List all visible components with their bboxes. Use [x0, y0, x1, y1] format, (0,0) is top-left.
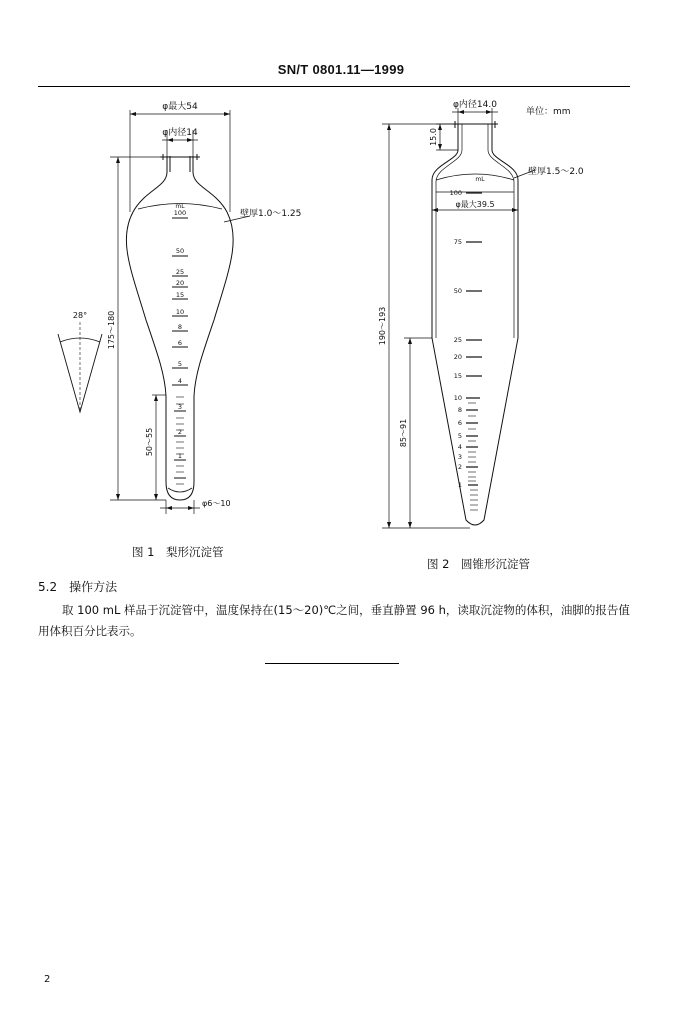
fig1-unit-ml: mL [175, 203, 185, 210]
section-heading: 5.2 操作方法 [38, 580, 118, 594]
scale-label: 5 [457, 432, 462, 440]
scale-label: 8 [457, 406, 462, 414]
fig1-outer-diameter-label: φ最大54 [162, 102, 198, 112]
scale-label: 6 [457, 419, 462, 427]
fig1-wall-thickness-label: 壁厚1.0～1.25 [240, 209, 302, 219]
scale-label: 15 [453, 372, 462, 380]
scale-label: 2 [457, 463, 462, 471]
scale-label: 3 [457, 453, 462, 461]
fig2-unit-label: 单位：mm [526, 107, 571, 117]
scale-label: 20 [453, 353, 462, 361]
fig2-neck-height-label: 15.0 [429, 128, 438, 146]
fig2-wall-thickness-label: 壁厚1.5～2.0 [528, 167, 584, 177]
scale-label: 5 [177, 360, 183, 368]
fig1-stem-height-label: 50～55 [145, 427, 154, 457]
conical-tube-outline [432, 124, 518, 525]
figure-1-caption: 图 1 梨形沉淀管 [132, 545, 224, 559]
fig2-inner-diameter-label: φ内径14.0 [453, 100, 497, 110]
figure-2-caption: 图 2 圆锥形沉淀管 [427, 557, 530, 571]
scale-label: 3 [177, 403, 183, 411]
scale-label: 15 [175, 291, 185, 299]
fig1-total-height-label: 175～180 [107, 310, 116, 350]
fig2-unit-ml: mL [475, 176, 485, 183]
scale-label: 10 [175, 308, 185, 316]
scale-label: 100 [449, 189, 462, 197]
scale-label: 2 [177, 428, 183, 436]
fig2-outer-diameter-label: φ最大39.5 [455, 200, 495, 209]
scale-label: 8 [177, 323, 183, 331]
scale-label: 1 [457, 481, 462, 489]
scale-label: 25 [453, 336, 462, 344]
scale-label: 6 [177, 339, 183, 347]
fig1-inner-diameter-label: φ内径14 [162, 128, 198, 138]
scale-label: 20 [175, 279, 185, 287]
end-rule [265, 663, 399, 664]
page-number: 2 [44, 974, 51, 985]
scale-label: 100 [173, 209, 187, 217]
fig2-cone-height-label: 85～91 [399, 418, 408, 448]
scale-label: 50 [453, 287, 462, 295]
standard-number: SN/T 0801.11—1999 [277, 62, 405, 77]
scale-label: 4 [457, 443, 462, 451]
scale-label: 4 [177, 377, 183, 385]
scale-label: 25 [175, 268, 185, 276]
fig2-total-height-label: 190～193 [378, 306, 387, 346]
fig1-angle-label: 28° [72, 311, 88, 320]
scale-label: 50 [175, 247, 185, 255]
scale-label: 10 [453, 394, 462, 402]
scale-label: 1 [177, 452, 183, 460]
body-paragraph: 取 100 mL 样品于沉淀管中，温度保持在(15～20)℃之间，垂直静置 96 h，读取沉淀物的体积，油脚的报告值用体积百分比表示。 [38, 603, 630, 638]
scale-label: 75 [453, 238, 462, 246]
fig1-tip-diameter-label: φ6～10 [202, 499, 231, 508]
